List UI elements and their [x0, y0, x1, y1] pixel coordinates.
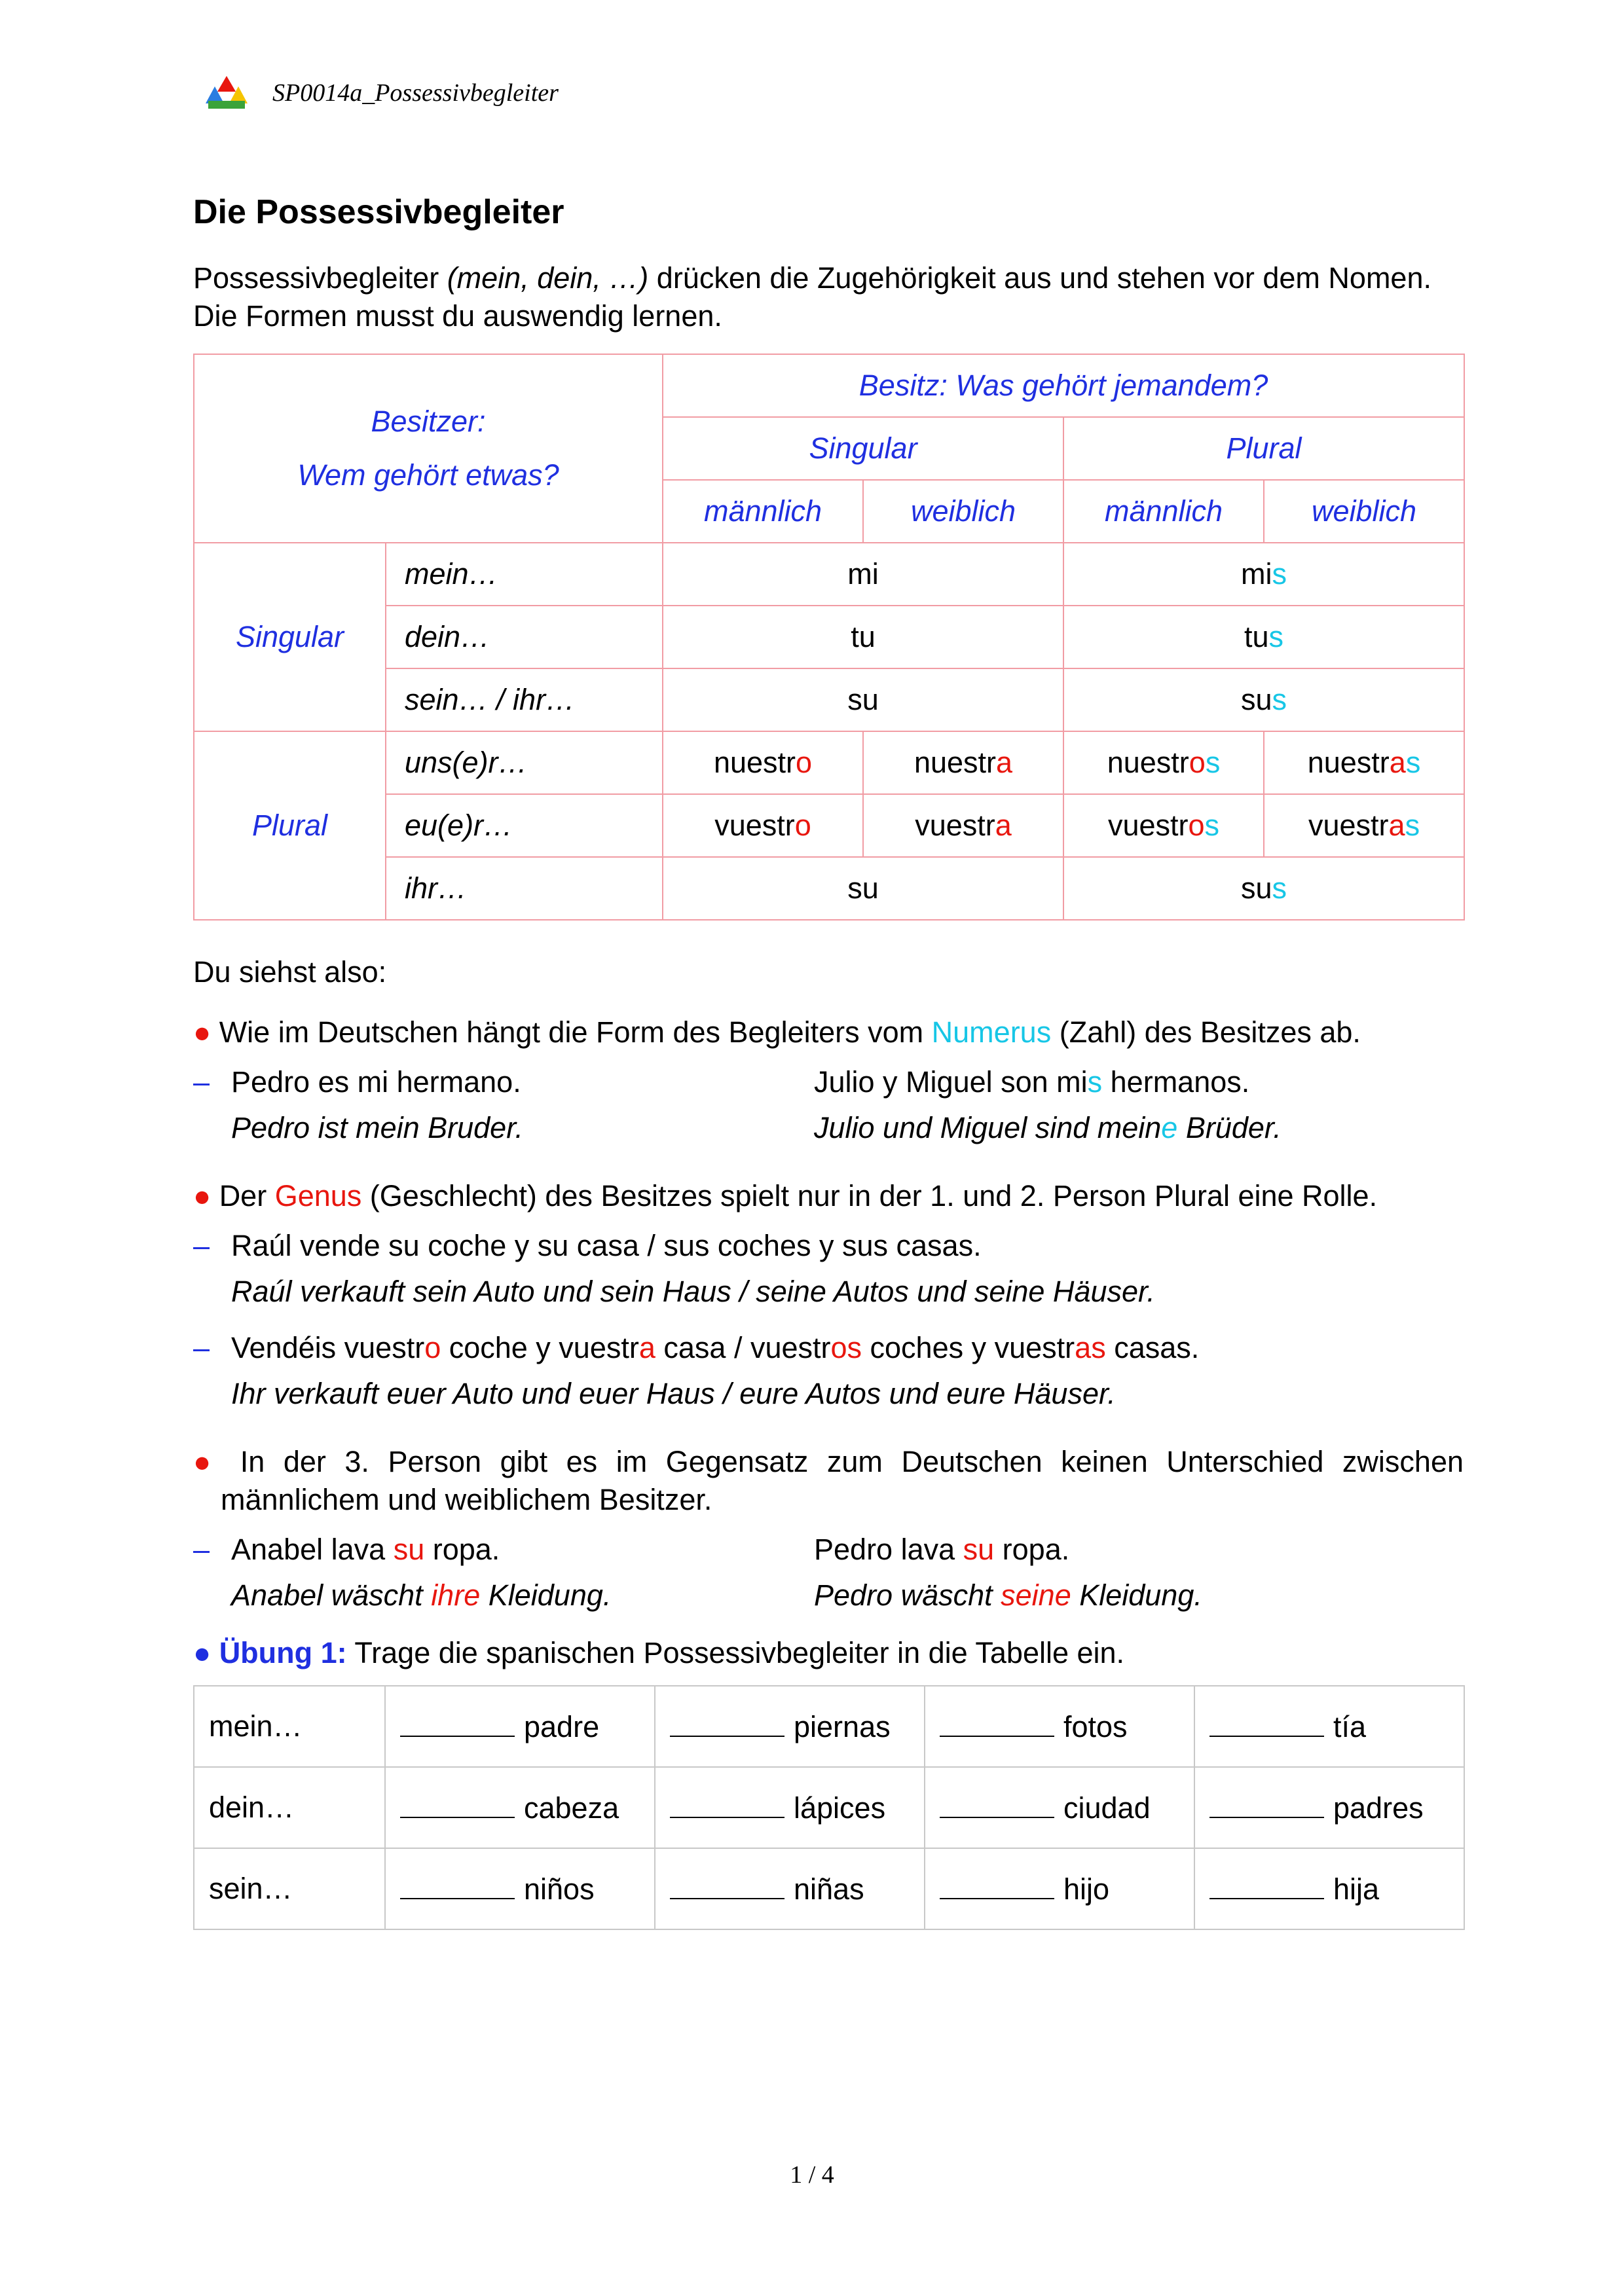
exercise-person: mein… — [194, 1686, 385, 1767]
singular-header: Singular — [663, 417, 1063, 480]
form-cell: tu — [663, 606, 1063, 668]
form-cell: mis — [1063, 543, 1464, 606]
gender-male: männlich — [1063, 480, 1264, 543]
exercise-person: dein… — [194, 1767, 385, 1848]
gender-female: weiblich — [863, 480, 1063, 543]
table-row — [194, 1848, 1464, 1929]
gender-female: weiblich — [1264, 480, 1464, 543]
person-label: eu(e)r… — [386, 794, 663, 857]
possessive-table — [193, 354, 1465, 920]
exercise-blank-cell[interactable]: lápices — [655, 1767, 925, 1848]
exercise-blank-cell[interactable]: padres — [1194, 1767, 1464, 1848]
form-cell: vuestro — [663, 794, 863, 857]
form-cell: nuestra — [863, 731, 1063, 794]
page-number: 1 / 4 — [790, 2161, 834, 2189]
document-id: SP0014a_Possessivbegleiter — [272, 79, 559, 107]
exercise-blank-cell[interactable]: niños — [385, 1848, 655, 1929]
table-row — [194, 1767, 1464, 1848]
form-cell: nuestros — [1063, 731, 1264, 794]
form-cell: su — [663, 857, 1063, 920]
exercise-blank-cell[interactable]: padre — [385, 1686, 655, 1767]
example-numerus: – Pedro es mi hermano. Pedro ist mein Bruder. Julio y Miguel son mis hermanos. Julio und Miguel sind meine Brüder. — [193, 1065, 1282, 1144]
form-cell: nuestro — [663, 731, 863, 794]
person-label: dein… — [386, 606, 663, 668]
exercise-blank-cell[interactable]: fotos — [925, 1686, 1194, 1767]
rule-numerus: ● Wie im Deutschen hängt die Form des Begleiters vom Numerus (Zahl) des Besitzes ab. — [193, 1015, 1361, 1049]
form-cell: vuestra — [863, 794, 1063, 857]
form-cell: nuestras — [1264, 731, 1464, 794]
person-label: mein… — [386, 543, 663, 606]
page-content — [193, 183, 1464, 1930]
example-third-person: – Anabel lava su ropa. Anabel wäscht ihre Kleidung. Pedro lava su ropa. Pedro wäscht seine Kleidung. — [193, 1533, 1202, 1612]
rule-genus: ● Der Genus (Geschlecht) des Besitzes spielt nur in der 1. und 2. Person Plural eine Rolle. — [193, 1179, 1378, 1212]
example-genus-1: – Raúl vende su coche y su casa / sus coches y sus casas. Raúl verkauft sein Auto und sein Haus / seine Autos und seine Häuser. — [193, 1229, 1155, 1308]
rule-third-person: ● In der 3. Person gibt es im Gegensatz zum Deutschen keinen Unterschied zwischen männlichem und weiblichem Besitzer. — [193, 1445, 1464, 1516]
plural-header: Plural — [1063, 417, 1464, 480]
exercise-blank-cell[interactable]: tía — [1194, 1686, 1464, 1767]
example-genus-2: – Vendéis vuestro coche y vuestra casa / vuestros coches y vuestras casas. Ihr verkauft euer Auto und euer Haus / eure Autos und eure Häuser. — [193, 1331, 1200, 1410]
du-siehst-also: Du siehst also: — [193, 955, 387, 989]
form-cell: tus — [1063, 606, 1464, 668]
intro-paragraph: Possessivbegleiter (mein, dein, …) drücken die Zugehörigkeit aus und stehen vor dem Nomen. Die Formen musst du auswendig lernen. — [193, 261, 1431, 333]
owner-plural: Plural — [194, 731, 386, 920]
exercise-instruction: ● Übung 1: Trage die spanischen Possessivbegleiter in die Tabelle ein. — [193, 1636, 1125, 1669]
form-cell: mi — [663, 543, 1063, 606]
exercise-blank-cell[interactable]: hija — [1194, 1848, 1464, 1929]
person-label: uns(e)r… — [386, 731, 663, 794]
table-row — [194, 1686, 1464, 1767]
form-cell: vuestras — [1264, 794, 1464, 857]
exercise-table — [193, 1685, 1465, 1930]
person-label: ihr… — [386, 857, 663, 920]
gender-male: männlich — [663, 480, 863, 543]
exercise-person: sein… — [194, 1848, 385, 1929]
owner-singular: Singular — [194, 543, 386, 731]
form-cell: su — [663, 668, 1063, 731]
possession-header: Besitz: Was gehört jemandem? — [663, 354, 1464, 417]
form-cell: sus — [1063, 668, 1464, 731]
exercise-blank-cell[interactable]: piernas — [655, 1686, 925, 1767]
exercise-blank-cell[interactable]: ciudad — [925, 1767, 1194, 1848]
form-cell: vuestros — [1063, 794, 1264, 857]
exercise-blank-cell[interactable]: cabeza — [385, 1767, 655, 1848]
exercise-blank-cell[interactable]: hijo — [925, 1848, 1194, 1929]
person-label: sein… / ihr… — [386, 668, 663, 731]
page-header — [204, 73, 559, 113]
exercise-blank-cell[interactable]: niñas — [655, 1848, 925, 1929]
logo-icon — [204, 75, 249, 111]
page-title: Die Possessivbegleiter — [193, 193, 564, 231]
owner-header: Besitzer: Wem gehört etwas? — [194, 354, 663, 543]
form-cell: sus — [1063, 857, 1464, 920]
